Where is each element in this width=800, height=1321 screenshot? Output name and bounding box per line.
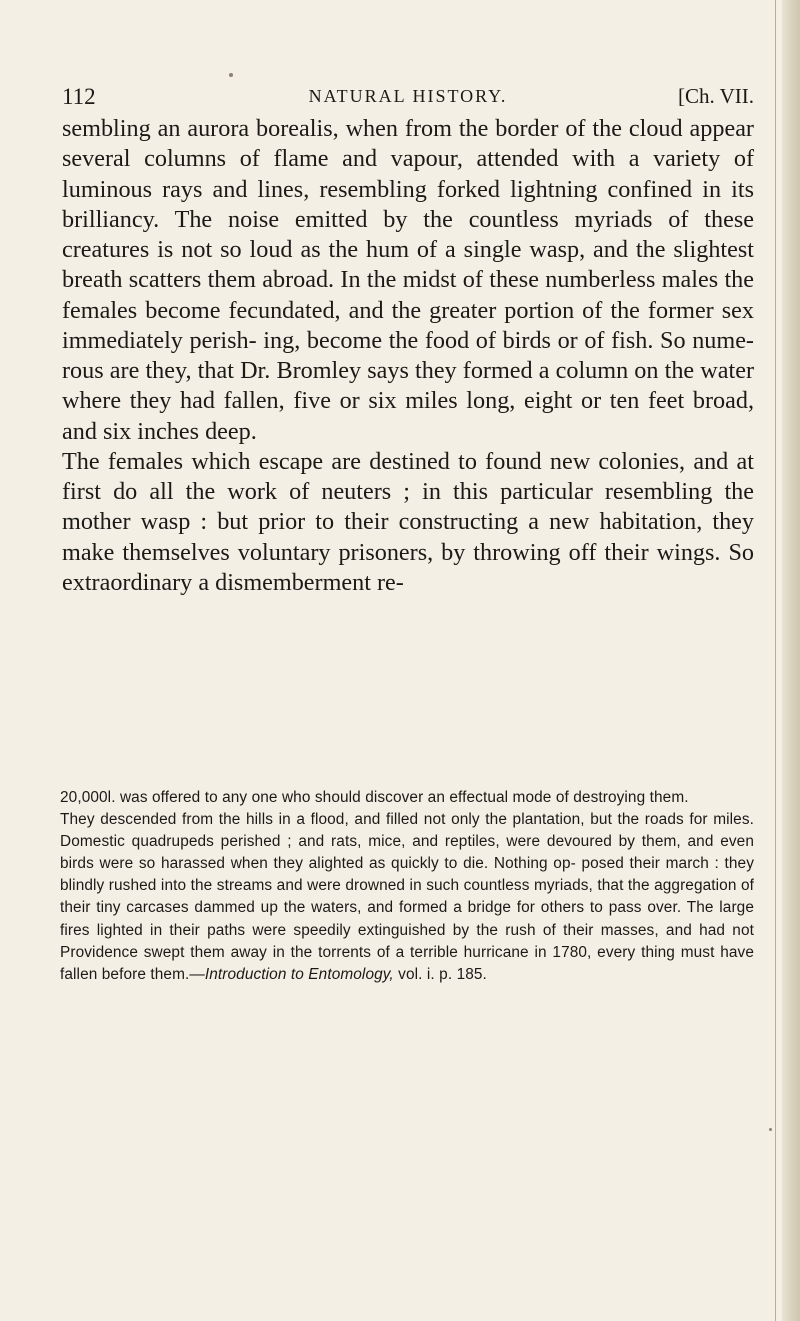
footnote-paragraph xyxy=(60,809,754,986)
footnote-source-title: Introduction to Entomology, xyxy=(204,965,394,983)
body-paragraph: sembling an aurora borealis, when from the border of the cloud appear several columns of flame and vapour, attended with a variety of luminous rays and lines, resembling forked lightning confined in its brilliancy. The noise emitted by the countless myriads of these creatures is not so loud as the hum of a single wasp, and the slightest breath scatters them abroad. In the midst of these numberless males the females become fecundated, and the greater portion of the former sex immediately perish- ing, become the food of birds or of fish. So nume- rous are they, that Dr. Bromley says they formed a column on the water where they had fallen, five or six miles long, eight or ten feet broad, and six inches deep. xyxy=(62,115,754,445)
page-edge-shadow xyxy=(782,0,800,1321)
body-paragraph: The females which escape are destined to found new colonies, and at first do all the work of neuters ; in this particular resembling the mother wasp : but prior to their constructing a new habitation, they make themselves voluntary prisoners, by throwing off their wings. So extraordinary a dismemberment re- xyxy=(62,447,754,596)
footnote xyxy=(60,787,754,986)
footnote-source-ref: vol. i. p. 185. xyxy=(393,965,487,983)
running-title: NATURAL HISTORY. xyxy=(308,86,508,106)
page-number: 112 xyxy=(62,84,96,109)
print-speck xyxy=(229,73,233,77)
page-edge-line xyxy=(775,0,776,1321)
footnote-paragraph: 20,000l. was offered to any one who should discover an effectual mode of destroying them. xyxy=(60,789,689,806)
print-speck xyxy=(769,1128,772,1131)
footnote-text: They descended from the hills in a flood, and filled not only the plantation, but the roads for miles. Domestic quadrupeds perished ; and rats, mice, and reptiles, were devoured by them, and even birds were so harassed when they alighted as quickly to die. Nothing op- posed their march : they blindly rushed into the streams and were drowned in such countless myriads, that the aggregation of their tiny carcases dammed up the waters, and formed a bridge for others to pass over. The large fires lighted in their paths were speedily extinguished by the rush of their masses, and had not Providence swept them away in the torrents of a terrible hurricane in 1780, every thing must have fallen before them.— xyxy=(60,811,754,983)
chapter-reference: [Ch. VII. xyxy=(677,84,754,108)
running-header xyxy=(62,84,754,114)
main-text xyxy=(62,114,754,598)
